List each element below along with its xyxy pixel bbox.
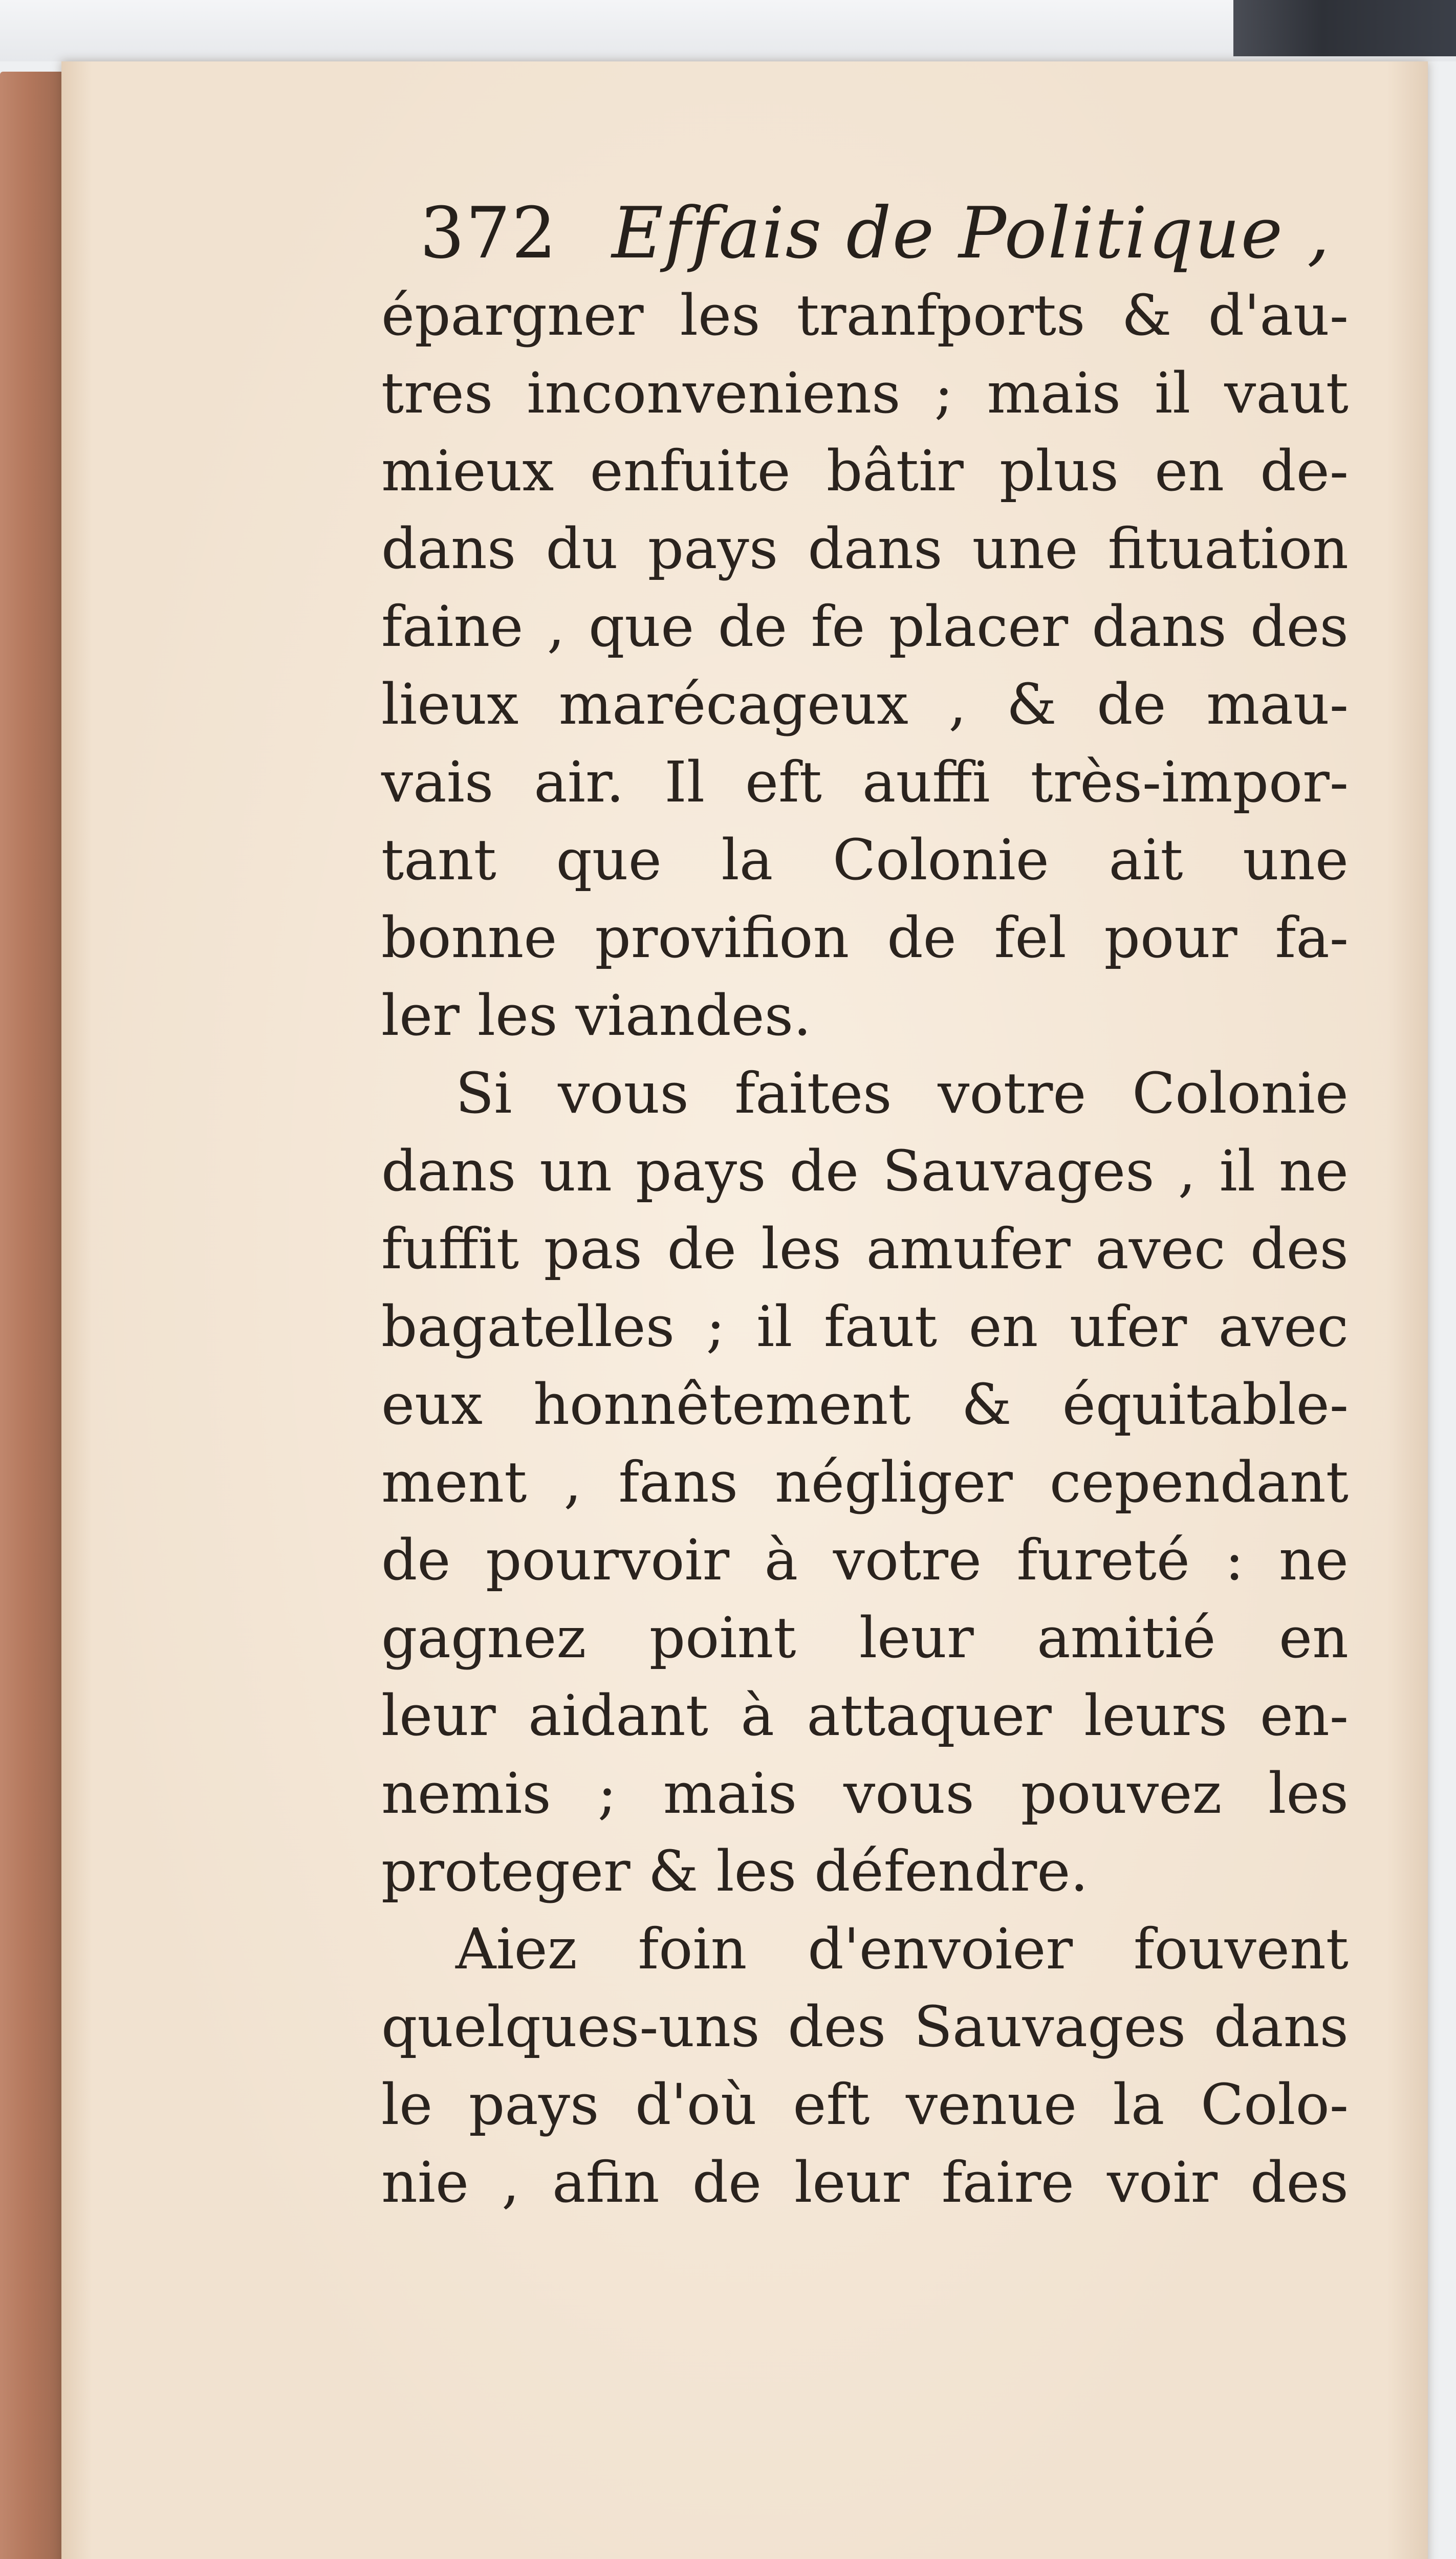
text-line: faine , que de fe placer dans des (381, 594, 1349, 659)
text-line: Si vous faites votre Colonie (455, 1060, 1349, 1126)
text-line: dans du pays dans une fituation (381, 516, 1349, 581)
text-line: proteger & les défendre. (381, 1838, 1089, 1904)
text-line: Aiez foin d'envoier fouvent (455, 1916, 1349, 1982)
text-line: bagatelles ; il faut en ufer avec (381, 1294, 1349, 1359)
text-line: dans un pays de Sauvages , il ne (381, 1138, 1349, 1204)
text-line: nemis ; mais vous pouvez les (381, 1761, 1349, 1826)
paragraph-2 (381, 1054, 1349, 1910)
text-line: mieux enfuite bâtir plus en de- (381, 438, 1349, 504)
text-line: leur aidant à attaquer leurs en- (381, 1683, 1349, 1748)
text-line: tant que la Colonie ait une (381, 827, 1349, 893)
text-line: fuffit pas de les amufer avec des (381, 1216, 1349, 1282)
running-title: Effais de Politique , (612, 192, 1331, 274)
paragraph-3 (381, 1910, 1349, 2221)
scanner-edge-top-right (1233, 0, 1456, 56)
text-line: ler les viandes. (381, 983, 812, 1048)
text-line: vais air. Il eft auffi très-impor- (381, 749, 1349, 815)
paragraph-1 (381, 276, 1349, 1054)
text-line: bonne provifion de fel pour fa- (381, 905, 1349, 970)
text-line: gagnez point leur amitié en (381, 1605, 1349, 1671)
running-head (420, 192, 1331, 274)
text-line: de pourvoir à votre fureté : ne (381, 1527, 1349, 1593)
text-line: ment , fans négliger cependant (381, 1449, 1349, 1515)
text-line: tres inconveniens ; mais il vaut (381, 360, 1349, 426)
text-line: épargner les tranfports & d'au- (381, 283, 1349, 348)
text-line: nie , afin de leur faire voir des (381, 2150, 1349, 2215)
page-number: 372 (420, 192, 558, 274)
text-line: quelques-uns des Sauvages dans (381, 1994, 1349, 2059)
text-line: eux honnêtement & équitable- (381, 1372, 1349, 1437)
text-line: le pays d'où eft venue la Colo- (381, 2072, 1349, 2137)
text-line: lieux marécageux , & de mau- (381, 671, 1349, 737)
body-text (381, 276, 1349, 2221)
